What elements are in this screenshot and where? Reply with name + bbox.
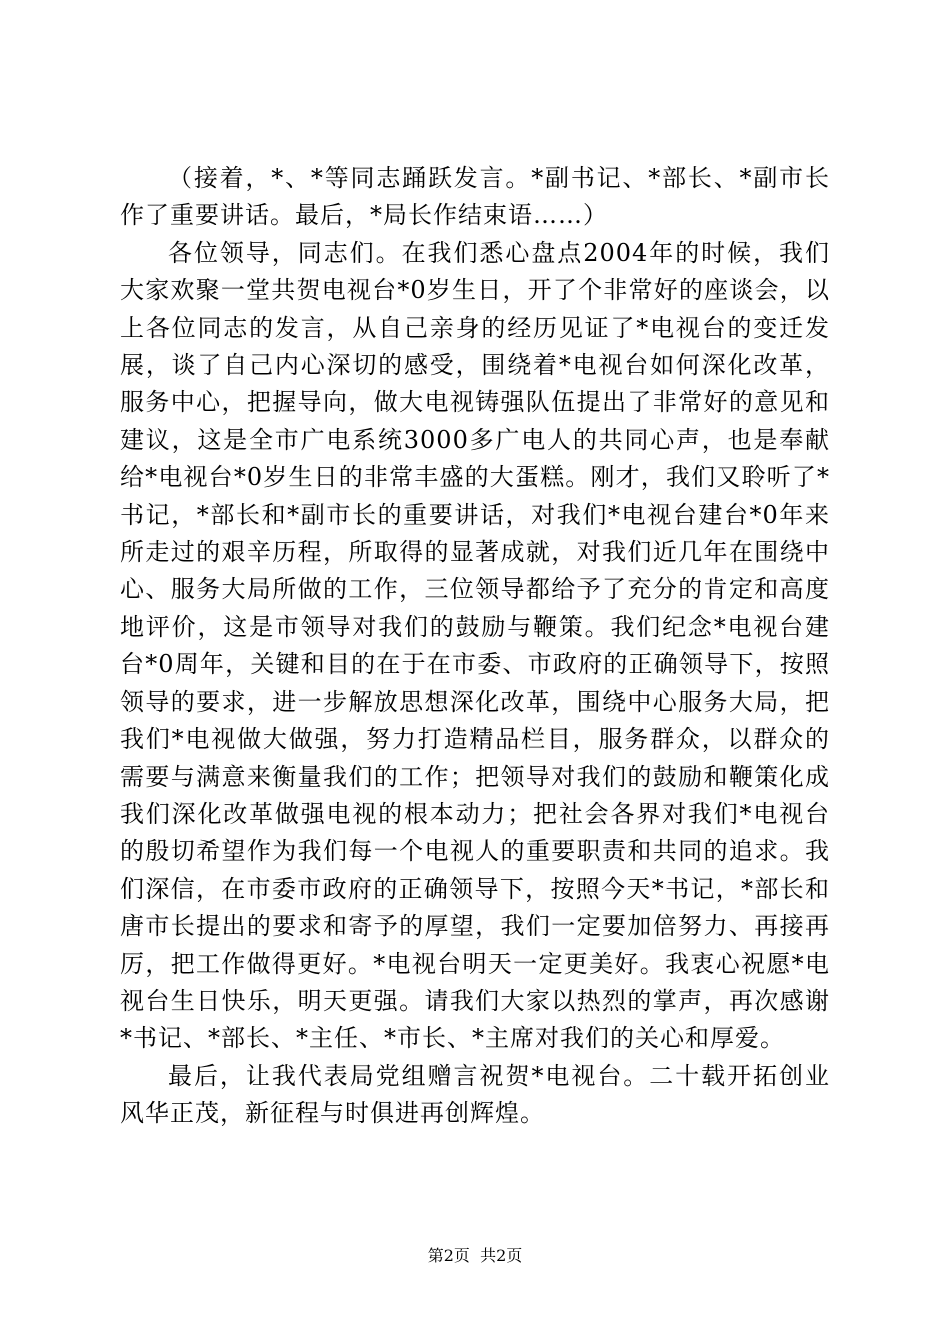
- paragraph-main-speech: 各位领导，同志们。在我们悉心盘点2004年的时候，我们大家欢聚一堂共贺电视台*0岁生日，开了个非常好的座谈会，以上各位同志的发言，从自己亲身的经历见证了*电视台的变迁发展，谈了自己内心深切的感受，围绕着*电视台如何深化改革，服务中心，把握导向，做大电视铸强队伍提出了非常好的意见和建议，这是全市广电系统3000多广电人的共同心声，也是奉献给*电视台*0岁生日的非常丰盛的大蛋糕。刚才，我们又聆听了*书记，*部长和*副市长的重要讲话，对我们*电视台建台*0年来所走过的艰辛历程，所取得的显著成就，对我们近几年在围绕中心、服务大局所做的工作，三位领导都给予了充分的肯定和高度地评价，这是市领导对我们的鼓励与鞭策。我们纪念*电视台建台*0周年，关键和目的在于在市委、市政府的正确领导下，按照领导的要求，进一步解放思想深化改革，围绕中心服务大局，把我们*电视做大做强，努力打造精品栏目，服务群众，以群众的需要与满意来衡量我们的工作；把领导对我们的鼓励和鞭策化成我们深化改革做强电视的根本动力；把社会各界对我们*电视台的殷切希望作为我们每一个电视人的重要职责和共同的追求。我们深信，在市委市政府的正确领导下，按照今天*书记，*部长和唐市长提出的要求和寄予的厚望，我们一定要加倍努力、再接再厉，把工作做得更好。*电视台明天一定更美好。我衷心祝愿*电视台生日快乐，明天更强。请我们大家以热烈的掌声，再次感谢*书记、*部长、*主任、*市长、*主席对我们的关心和厚爱。: [120, 238, 830, 1053]
- page-number-label: 第2页 共2页: [427, 1246, 523, 1265]
- document-body: [120, 160, 830, 1133]
- page-footer: [0, 1246, 950, 1266]
- paragraph-closing: 最后，让我代表局党组赠言祝贺*电视台。二十载开拓创业风华正茂，新征程与时俱进再创辉煌。: [120, 1061, 830, 1128]
- paragraph-opening-note: （接着，*、*等同志踊跃发言。*副书记、*部长、*副市长作了重要讲话。最后，*局长作结束语……）: [120, 164, 830, 230]
